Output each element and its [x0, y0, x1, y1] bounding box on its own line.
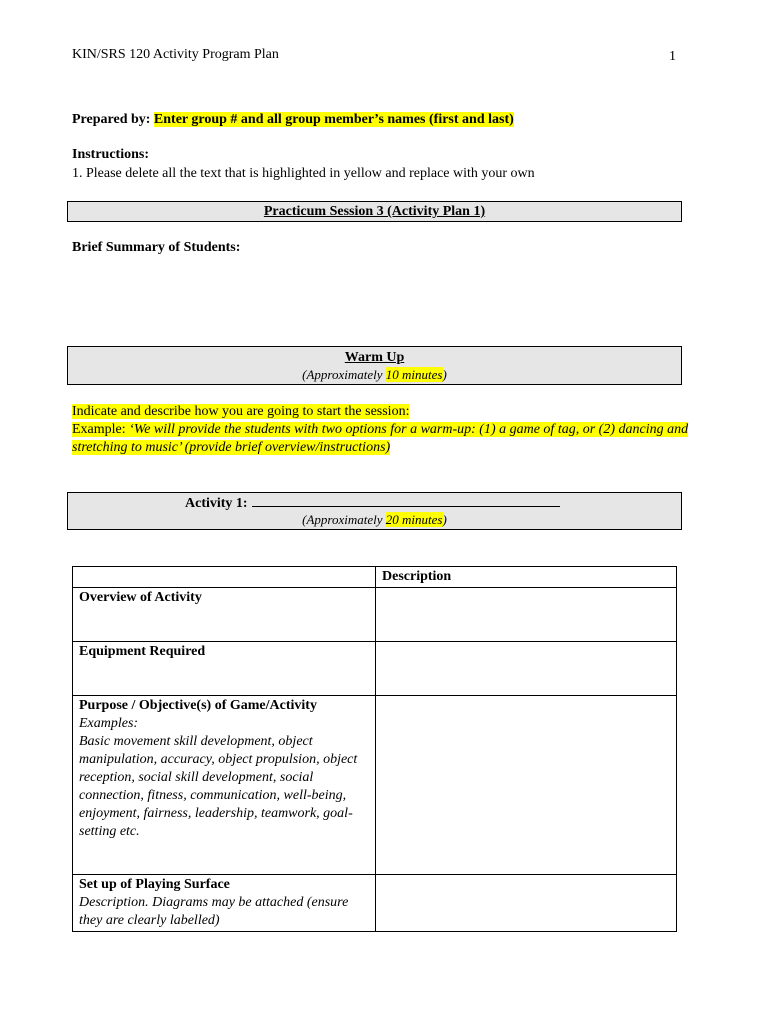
row-label-cell: [73, 696, 376, 875]
row-label: Overview of Activity: [79, 590, 202, 605]
row-sub-text: Basic movement skill development, object manipulation, accuracy, object propulsion, object reception, social skill development, social connection, fitness, communication, well-being, enjoyment, fairness, leadership, teamwork, goal-setting etc.: [79, 734, 358, 839]
warmup-instruction: Indicate and describe how you are going to start the session:: [72, 404, 410, 419]
row-label-cell: [73, 875, 376, 932]
table-header-description: Description: [376, 567, 677, 588]
activity-duration-value[interactable]: 20 minutes: [385, 512, 443, 527]
warmup-title-box: [67, 346, 682, 385]
activity-name-blank[interactable]: [252, 494, 560, 507]
row-sub-heading: Examples:: [79, 716, 139, 731]
activity-plan-table: [72, 566, 677, 932]
warmup-duration-prefix: (Approximately: [302, 367, 386, 382]
session-title-box: [67, 201, 682, 222]
warmup-title: Warm Up: [344, 350, 405, 365]
row-sub-text: Description. Diagrams may be attached (ensure they are clearly labelled): [79, 895, 349, 928]
activity-title-line: [185, 494, 560, 512]
activity-title-box: [67, 492, 682, 530]
instructions-item-1: 1. Please delete all the text that is highlighted in yellow and replace with your own: [72, 166, 535, 181]
students-summary-label: Brief Summary of Students:: [72, 240, 241, 255]
activity-duration-suffix: ): [442, 512, 447, 527]
warmup-description[interactable]: [72, 403, 692, 457]
document-header-title: KIN/SRS 120 Activity Program Plan: [72, 47, 279, 62]
table-header-empty-cell: [73, 567, 376, 588]
row-description-cell[interactable]: [376, 588, 677, 642]
table-row: [73, 642, 677, 696]
row-description-cell[interactable]: [376, 875, 677, 932]
table-row: [73, 696, 677, 875]
warmup-example-label: Example:: [72, 422, 130, 437]
prepared-by-label: Prepared by:: [72, 112, 151, 127]
table-header-row: [73, 567, 677, 588]
prepared-by-placeholder[interactable]: Enter group # and all group member’s names (first and last): [153, 112, 514, 127]
row-description-cell[interactable]: [376, 642, 677, 696]
row-label-cell: [73, 642, 376, 696]
instructions-heading: Instructions:: [72, 147, 150, 162]
prepared-by-line: [72, 112, 514, 128]
activity-duration-prefix: (Approximately: [302, 512, 386, 527]
table-row: [73, 875, 677, 932]
row-description-cell[interactable]: [376, 696, 677, 875]
row-label: Purpose / Objective(s) of Game/Activity: [79, 698, 317, 713]
warmup-example-text: ‘We will provide the students with two options for a warm-up: (1) a game of tag, or (2) dancing and stretching to music’ (provide brief overview/instructions): [72, 422, 689, 455]
warmup-duration: [68, 367, 681, 383]
page-number: 1: [669, 49, 676, 64]
activity-label: Activity 1:: [185, 496, 248, 511]
session-title: Practicum Session 3 (Activity Plan 1): [263, 204, 486, 219]
warmup-duration-suffix: ): [442, 367, 447, 382]
row-label-cell: [73, 588, 376, 642]
table-row: [73, 588, 677, 642]
activity-duration: [68, 512, 681, 528]
warmup-duration-value[interactable]: 10 minutes: [385, 367, 443, 382]
row-label: Equipment Required: [79, 644, 206, 659]
row-label: Set up of Playing Surface: [79, 877, 230, 892]
